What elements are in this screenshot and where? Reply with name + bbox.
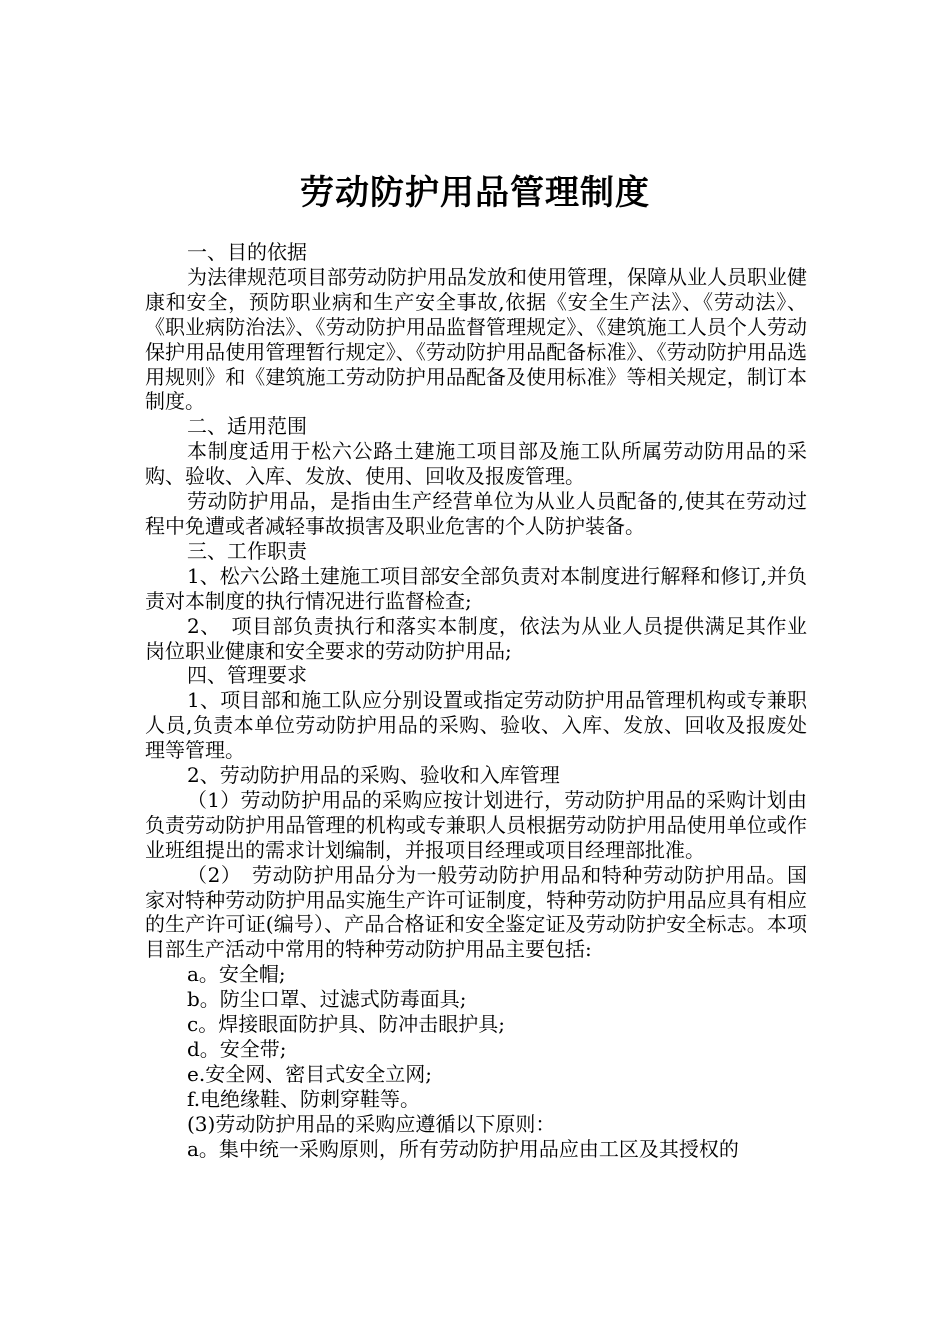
subheading-purchase-management: 2、劳动防护用品的采购、验收和入库管理 (187, 763, 560, 788)
list-item: a。安全帽; (187, 962, 286, 987)
paragraph-definition: 劳动防护用品，是指由生产经营单位为从业人员配备的,使其在劳动过程中免遭或者减轻事故损害及职业危害的个人防护装备。 (145, 489, 807, 538)
list-item: e.安全网、密目式安全立网; (187, 1061, 432, 1086)
list-item: d。安全带; (187, 1037, 287, 1061)
paragraph-special-equipment: （2） 劳动防护用品分为一般劳动防护用品和特种劳动防护用品。国家对特种劳动防护用品实施生产许可证制度，特种劳动防护用品应具有相应的生产许可证(编号）、产品合格证和安全鉴定证及劳动防护安全标志。本项目部生产活动中常用的特种劳动防护用品主要包括: (145, 862, 807, 962)
paragraph-principle-a: a。集中统一采购原则，所有劳动防护用品应由工区及其授权的 (187, 1136, 739, 1161)
list-item: f.电绝缘鞋、防刺穿鞋等。 (187, 1086, 421, 1111)
section-heading-scope: 二、适用范围 (187, 414, 307, 439)
document-body (145, 240, 807, 1162)
paragraph-purchase-plan: （1）劳动防护用品的采购应按计划进行，劳动防护用品的采购计划由负责劳动防护用品管理的机构或专兼职人员根据劳动防护用品使用单位或作业班组提出的需求计划编制，并报项目经理或项目经理部批准。 (145, 787, 807, 862)
paragraph-requirement-1: 1、项目部和施工队应分别设置或指定劳动防护用品管理机构或专兼职人员,负责本单位劳动防护用品的采购、验收、入库、发放、回收及报废处理等管理。 (145, 688, 807, 763)
section-heading-requirements: 四、管理要求 (187, 663, 307, 688)
list-item: b。防尘口罩、过滤式防毒面具; (187, 987, 467, 1012)
list-item: c。焊接眼面防护具、防冲击眼护具; (187, 1012, 505, 1037)
paragraph-duty-1: 1、松六公路土建施工项目部安全部负责对本制度进行解释和修订,并负责对本制度的执行情况进行监督检查; (145, 563, 807, 613)
paragraph-scope: 本制度适用于松六公路土建施工项目部及施工队所属劳动防用品的采购、验收、入库、发放、使用、回收及报废管理。 (145, 439, 807, 489)
paragraph-duty-2: 2、 项目部负责执行和落实本制度，依法为从业人员提供满足其作业岗位职业健康和安全要求的劳动防护用品; (145, 613, 807, 663)
document-title: 劳动防护用品管理制度 (300, 172, 650, 213)
paragraph-purpose: 为法律规范项目部劳动防护用品发放和使用管理，保障从业人员职业健康和安全，预防职业病和生产安全事故,依据《安全生产法》、《劳动法》、《职业病防治法》、《劳动防护用品监督管理规定》、《建筑施工人员个人劳动保护用品使用管理暂行规定》、《劳动防护用品配备标准》、《劳动防护用品选用规则》和《建筑施工劳动防护用品配备及使用标准》等相关规定，制订本制度。 (145, 264, 807, 414)
paragraph-purchase-principles: (3)劳动防护用品的采购应遵循以下原则： (187, 1111, 556, 1136)
section-heading-duties: 三、工作职责 (187, 538, 307, 563)
section-heading-purpose: 一、目的依据 (187, 240, 307, 264)
